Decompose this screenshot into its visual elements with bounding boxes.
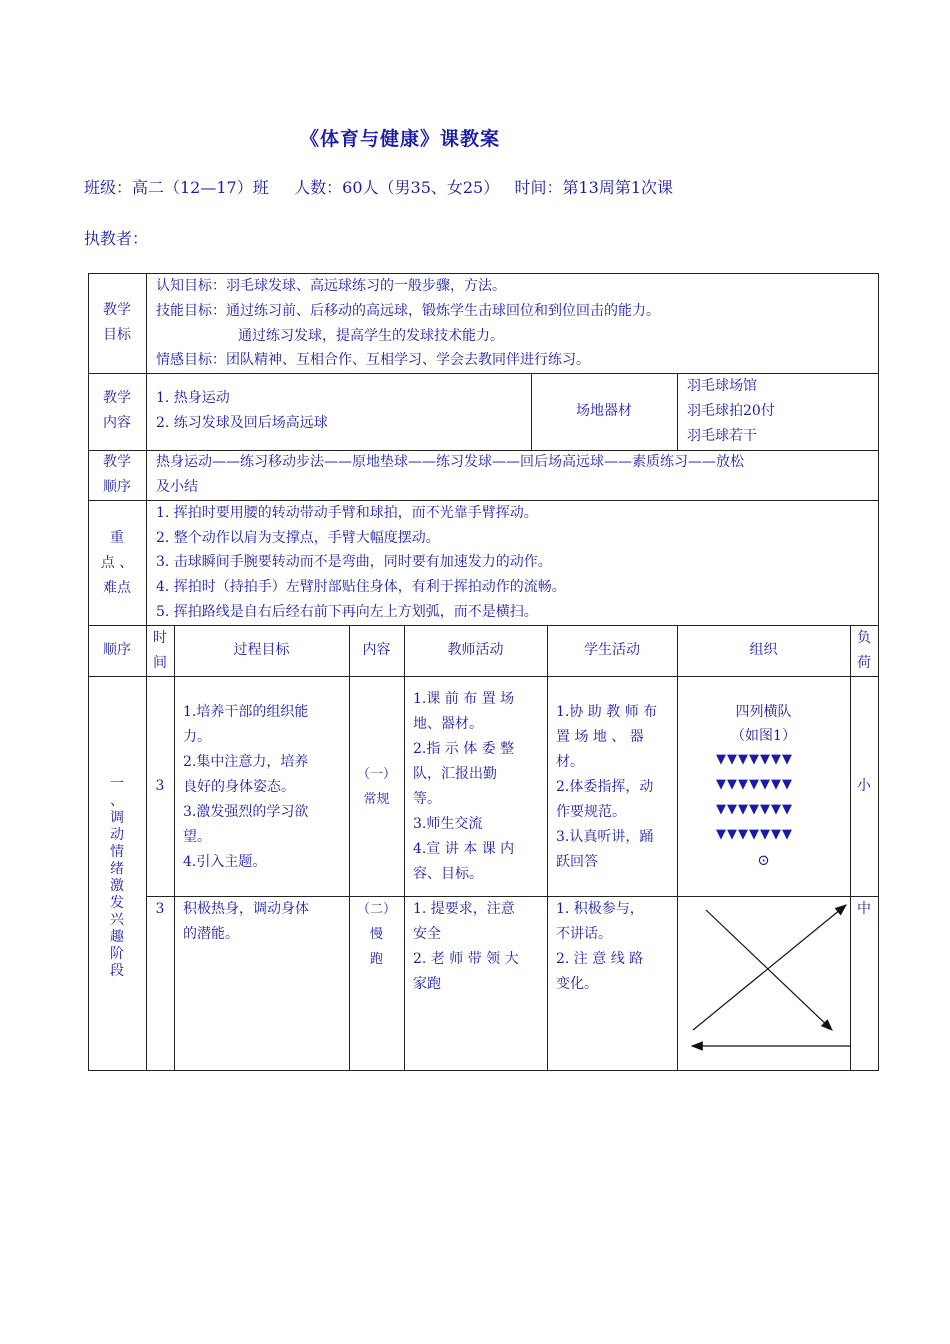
row2-goal: 积极热身，调动身体 的潜能。 bbox=[183, 901, 309, 942]
org-title: 四列横队 bbox=[735, 704, 792, 720]
content-item: 1. 热身运动 bbox=[156, 390, 230, 406]
formation-row: ▼▼▼▼▼▼▼ bbox=[716, 777, 793, 792]
goals-line: 通过练习发球，提高学生的发球技术能力。 bbox=[238, 328, 504, 344]
row2-teacher: 1. 提要求，注意 安全 2. 老 师 带 领 大 家跑 bbox=[413, 901, 519, 992]
route-arrow bbox=[706, 910, 832, 1030]
content-label: 教学 内容 bbox=[103, 390, 131, 431]
keypoint-item: 5. 挥拍路线是自右后经右前下再向左上方划弧，而不是横扫。 bbox=[156, 604, 538, 620]
header-load: 负 荷 bbox=[857, 630, 871, 671]
content-item: 2. 练习发球及回后场高远球 bbox=[156, 415, 328, 431]
header-order: 顺序 bbox=[103, 642, 131, 658]
header-goal: 过程目标 bbox=[233, 642, 290, 658]
row1-student: 1.协 助 教 师 布 置 场 地 、 器 材。 2.体委指挥，动 作要规范。 3.认真听讲，踊 跃回答 bbox=[556, 704, 658, 870]
row1-goal: 1.培养干部的组织能 力。 2.集中注意力，培养 良好的身体姿态。 3.激发强烈的学习欲 望。 4.引入主题。 bbox=[183, 704, 309, 870]
formation-row: ▼▼▼▼▼▼▼ bbox=[716, 752, 793, 767]
header-content: 内容 bbox=[362, 642, 391, 658]
goals-label: 教学 目标 bbox=[103, 302, 131, 343]
row1-load: 小 bbox=[857, 778, 871, 794]
teacher-label: 执教者： bbox=[84, 229, 149, 248]
order-line: 热身运动——练习移动步法——原地垫球——练习发球——回后场高远球——素质练习——放松 bbox=[156, 454, 744, 470]
keypoint-item: 2. 整个动作以肩为支撑点，手臂大幅度摆动。 bbox=[156, 530, 440, 546]
formation-row: ▼▼▼▼▼▼▼ bbox=[716, 827, 793, 842]
formation-row: ▼▼▼▼▼▼▼ bbox=[716, 802, 793, 817]
org-subtitle: （如图1） bbox=[731, 728, 796, 744]
venue-label: 场地器材 bbox=[576, 403, 632, 419]
row1-time: 3 bbox=[155, 778, 165, 794]
row2-student: 1. 积极参与， 不讲话。 2. 注 意 线 路 变化。 bbox=[556, 901, 644, 992]
header-org: 组织 bbox=[749, 642, 778, 658]
route-arrow bbox=[693, 905, 846, 1030]
order-label: 教学 顺序 bbox=[103, 454, 131, 495]
goals-line: 技能目标：通过练习前、后移动的高远球，锻炼学生击球回位和到位回击的能力。 bbox=[156, 303, 660, 319]
teacher-position-icon: ⊙ bbox=[757, 851, 770, 869]
row2-load: 中 bbox=[857, 901, 871, 917]
keypoints-label: 重 点 、 难点 bbox=[100, 530, 134, 596]
row1-teacher: 1.课 前 布 置 场 地、器材。 2.指 示 体 委 整 队，汇报出勤 等。 3.师生交流 4.宣 讲 本 课 内 容、目标。 bbox=[413, 691, 515, 882]
keypoint-item: 1. 挥拍时要用腰的转动带动手臂和球拍，而不光靠手臂挥动。 bbox=[156, 505, 538, 521]
row2-content: （二） 慢 跑 bbox=[356, 902, 396, 967]
keypoint-item: 3. 击球瞬间手腕要转动而不是弯曲，同时要有加速发力的动作。 bbox=[156, 554, 552, 570]
header-time: 时 间 bbox=[153, 630, 167, 671]
stage-label: 一 、 调 动 情 绪 激 发 兴 趣 阶 段 bbox=[110, 776, 124, 979]
header-student: 学生活动 bbox=[584, 642, 640, 658]
row1-content: （一） 常规 bbox=[356, 767, 396, 807]
goals-line: 情感目标：团队精神、互相合作、互相学习、学会去教同伴进行练习。 bbox=[156, 352, 590, 368]
order-line: 及小结 bbox=[156, 479, 198, 495]
venue-item: 羽毛球场馆 bbox=[687, 378, 757, 394]
venue-item: 羽毛球拍20付 bbox=[687, 403, 775, 419]
document-title: 《体育与健康》课教案 bbox=[300, 128, 501, 150]
row2-time: 3 bbox=[155, 901, 165, 917]
goals-line: 认知目标：羽毛球发球、高远球练习的一般步骤，方法。 bbox=[156, 278, 506, 294]
venue-item: 羽毛球若干 bbox=[687, 428, 757, 444]
class-info-line: 班级：高二（12—17）班 人数：60人（男35、女25） 时间：第13周第1次课 bbox=[84, 178, 674, 197]
header-teacher: 教师活动 bbox=[447, 642, 504, 658]
keypoint-item: 4. 挥拍时（持拍手）左臂肘部贴住身体，有利于挥拍动作的流畅。 bbox=[156, 579, 566, 595]
